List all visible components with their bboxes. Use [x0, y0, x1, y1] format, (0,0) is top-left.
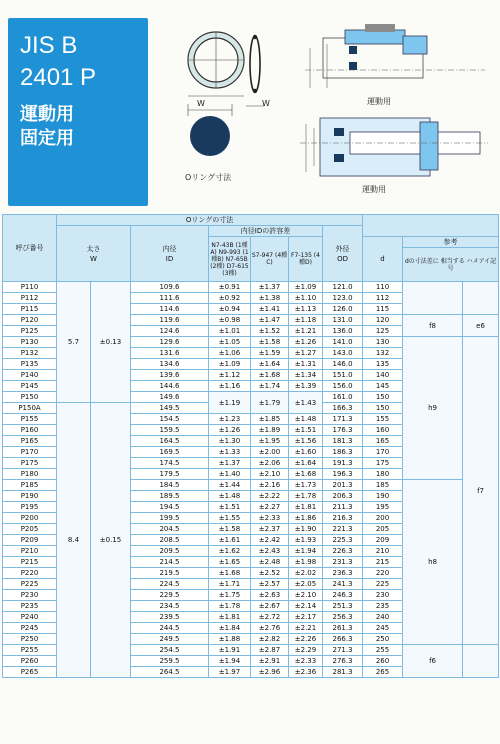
row-tol2: ±1.58 — [251, 337, 289, 348]
row-od: 276.3 — [323, 656, 363, 667]
row-tol2: ±2.63 — [251, 590, 289, 601]
row-tol2: ±2.06 — [251, 458, 289, 469]
row-tol3: ±1.26 — [289, 337, 323, 348]
row-tol1: ±1.30 — [209, 436, 251, 447]
row-tol1: ±1.01 — [209, 326, 251, 337]
row-tol3: ±1.78 — [289, 491, 323, 502]
row-code: P145 — [3, 381, 57, 392]
row-code: P185 — [3, 480, 57, 491]
groove-diagram-dynamic — [305, 18, 490, 98]
row-d: 210 — [363, 546, 403, 557]
row-code: P195 — [3, 502, 57, 513]
header-thickness-w: W — [90, 254, 97, 263]
row-code: P150A — [3, 403, 57, 414]
row-tol1: ±1.26 — [209, 425, 251, 436]
row-id: 149.5 — [131, 403, 209, 414]
title-line-3: 運動用 — [20, 104, 74, 125]
row-id: 224.5 — [131, 579, 209, 590]
row-d: 250 — [363, 634, 403, 645]
row-id: 174.5 — [131, 458, 209, 469]
row-tol2: ±2.48 — [251, 557, 289, 568]
row-tol2: ±1.38 — [251, 293, 289, 304]
title-line-4: 固定用 — [20, 128, 74, 149]
row-id: 249.5 — [131, 634, 209, 645]
row-id: 199.5 — [131, 513, 209, 524]
row-d: 220 — [363, 568, 403, 579]
row-od: 211.3 — [323, 502, 363, 513]
row-code: P205 — [3, 524, 57, 535]
row-tol2: ±1.41 — [251, 304, 289, 315]
header-thickness — [57, 226, 131, 282]
row-code: P170 — [3, 447, 57, 458]
row-id: 264.5 — [131, 667, 209, 678]
row-code: P215 — [3, 557, 57, 568]
row-tol1: ±1.33 — [209, 447, 251, 458]
row-code: P180 — [3, 469, 57, 480]
row-id: 179.5 — [131, 469, 209, 480]
row-code: P120 — [3, 315, 57, 326]
row-id: 194.5 — [131, 502, 209, 513]
row-tol2: ±1.79 — [251, 392, 289, 414]
header-tolerance: 内径IDの許容差 — [209, 226, 323, 237]
row-code: P132 — [3, 348, 57, 359]
row-id: 219.5 — [131, 568, 209, 579]
row-id: 259.5 — [131, 656, 209, 667]
header-od-sub: OD — [337, 254, 348, 263]
row-d: 140 — [363, 370, 403, 381]
row-id: 131.6 — [131, 348, 209, 359]
row-tol1: ±1.06 — [209, 348, 251, 359]
row-code: P255 — [3, 645, 57, 656]
row-id: 254.5 — [131, 645, 209, 656]
row-tol1: ±1.44 — [209, 480, 251, 491]
row-d: 255 — [363, 645, 403, 656]
row-tol2: ±2.67 — [251, 601, 289, 612]
row-tol3: ±1.48 — [289, 414, 323, 425]
row-tol1: ±0.91 — [209, 282, 251, 293]
header-tol-col2: S7-947 (4種C) — [251, 237, 289, 282]
header-fit: dの寸法差に 相当する ハメアイ記号 — [403, 248, 499, 282]
row-tol1: ±0.94 — [209, 304, 251, 315]
row-id: 208.5 — [131, 535, 209, 546]
row-code: P209 — [3, 535, 57, 546]
title-line-2: 2401 P — [20, 64, 97, 91]
row-od: 281.3 — [323, 667, 363, 678]
row-tol3: ±2.21 — [289, 623, 323, 634]
row-d: 180 — [363, 469, 403, 480]
row-tol2: ±2.72 — [251, 612, 289, 623]
header-thickness-label: 太さ — [86, 244, 101, 253]
row-tol2: ±2.96 — [251, 667, 289, 678]
row-tol3: ±1.81 — [289, 502, 323, 513]
row-tol3: ±2.26 — [289, 634, 323, 645]
row-tol3: ±1.93 — [289, 535, 323, 546]
row-tol1: ±0.92 — [209, 293, 251, 304]
row-tol1: ±1.51 — [209, 502, 251, 513]
row-d: 165 — [363, 436, 403, 447]
row-tol3: ±1.64 — [289, 458, 323, 469]
row-d: 130 — [363, 337, 403, 348]
header-reference: 参考 — [403, 237, 499, 248]
row-id: 244.5 — [131, 623, 209, 634]
row-d: 170 — [363, 447, 403, 458]
row-tol2: ±1.47 — [251, 315, 289, 326]
row-tol3: ±1.09 — [289, 282, 323, 293]
row-tol2: ±1.89 — [251, 425, 289, 436]
row-d: 145 — [363, 381, 403, 392]
row-tol3: ±1.60 — [289, 447, 323, 458]
row-tol1: ±1.48 — [209, 491, 251, 502]
row-code: P110 — [3, 282, 57, 293]
row-tol3: ±1.56 — [289, 436, 323, 447]
fit-e6: e6 — [463, 315, 499, 337]
row-tol3: ±1.94 — [289, 546, 323, 557]
row-id: 209.5 — [131, 546, 209, 557]
row-d: 209 — [363, 535, 403, 546]
row-tol3: ±2.05 — [289, 579, 323, 590]
row-tol2: ±1.95 — [251, 436, 289, 447]
row-tol2: ±2.43 — [251, 546, 289, 557]
row-tol1: ±1.97 — [209, 667, 251, 678]
row-code: P240 — [3, 612, 57, 623]
row-tol2: ±2.76 — [251, 623, 289, 634]
row-d: 185 — [363, 480, 403, 491]
header-tol-col1: N7-43B (1種A) N9-993 (1種B) N7-65B (2種) D7-615 (3種) — [209, 237, 251, 282]
row-tol1: ±1.61 — [209, 535, 251, 546]
row-code: P140 — [3, 370, 57, 381]
row-id: 169.5 — [131, 447, 209, 458]
row-tol2: ±2.10 — [251, 469, 289, 480]
row-od: 136.0 — [323, 326, 363, 337]
row-tol1: ±1.19 — [209, 392, 251, 414]
oring-side-view — [246, 35, 264, 106]
row-id: 214.5 — [131, 557, 209, 568]
row-d: 235 — [363, 601, 403, 612]
row-od: 201.3 — [323, 480, 363, 491]
row-tol1: ±1.16 — [209, 381, 251, 392]
row-id: 229.5 — [131, 590, 209, 601]
row-code: P260 — [3, 656, 57, 667]
row-id: 204.5 — [131, 524, 209, 535]
row-d: 110 — [363, 282, 403, 293]
row-d: 245 — [363, 623, 403, 634]
header-id-sub: ID — [165, 254, 174, 263]
row-od: 171.3 — [323, 414, 363, 425]
row-tol2: ±1.37 — [251, 282, 289, 293]
row-tol3: ±1.90 — [289, 524, 323, 535]
row-id: 159.5 — [131, 425, 209, 436]
row-tol1: ±1.88 — [209, 634, 251, 645]
row-od: 186.3 — [323, 447, 363, 458]
row-od: 241.3 — [323, 579, 363, 590]
row-tol1: ±1.91 — [209, 645, 251, 656]
groove-diagram-static — [300, 114, 490, 180]
row-code: P190 — [3, 491, 57, 502]
row-code: P125 — [3, 326, 57, 337]
thickness-w-8-4: 8.4 — [57, 403, 91, 678]
row-od: 256.3 — [323, 612, 363, 623]
row-tol3: ±1.68 — [289, 469, 323, 480]
row-tol1: ±1.12 — [209, 370, 251, 381]
row-d: 175 — [363, 458, 403, 469]
row-id: 124.6 — [131, 326, 209, 337]
row-id: 114.6 — [131, 304, 209, 315]
fit-f6: f6 — [403, 645, 463, 678]
thickness-w-5-7: 5.7 — [57, 282, 91, 403]
row-code: P225 — [3, 579, 57, 590]
row-tol2: ±2.91 — [251, 656, 289, 667]
row-od: 176.3 — [323, 425, 363, 436]
row-tol1: ±1.65 — [209, 557, 251, 568]
row-tol2: ±2.87 — [251, 645, 289, 656]
row-tol2: ±1.52 — [251, 326, 289, 337]
row-tol1: ±1.75 — [209, 590, 251, 601]
row-od: 266.3 — [323, 634, 363, 645]
row-d: 225 — [363, 579, 403, 590]
row-d: 112 — [363, 293, 403, 304]
row-d: 155 — [363, 414, 403, 425]
oring-cross-section — [188, 104, 232, 156]
row-tol1: ±1.58 — [209, 524, 251, 535]
thickness-tol-0-13: ±0.13 — [91, 282, 131, 403]
row-tol1: ±1.68 — [209, 568, 251, 579]
row-od: 246.3 — [323, 590, 363, 601]
row-code: P115 — [3, 304, 57, 315]
row-tol3: ±1.13 — [289, 304, 323, 315]
row-tol3: ±2.02 — [289, 568, 323, 579]
row-id: 111.6 — [131, 293, 209, 304]
row-code: P112 — [3, 293, 57, 304]
row-d: 200 — [363, 513, 403, 524]
row-od: 206.3 — [323, 491, 363, 502]
header-code: 呼び番号 — [3, 215, 57, 282]
groove-caption-2: 運動用 — [362, 185, 386, 194]
fit-blank-3 — [463, 645, 499, 678]
row-tol1: ±1.94 — [209, 656, 251, 667]
oring-caption: Oリング寸法 — [185, 173, 232, 182]
header-d: d — [363, 237, 403, 282]
row-code: P175 — [3, 458, 57, 469]
row-tol3: ±1.21 — [289, 326, 323, 337]
header-od-label: 外径 — [335, 244, 350, 253]
row-tol1: ±1.71 — [209, 579, 251, 590]
row-tol3: ±2.29 — [289, 645, 323, 656]
row-tol3: ±1.98 — [289, 557, 323, 568]
row-tol1: ±1.05 — [209, 337, 251, 348]
row-tol2: ±1.59 — [251, 348, 289, 359]
row-tol2: ±2.57 — [251, 579, 289, 590]
row-id: 144.6 — [131, 381, 209, 392]
row-code: P220 — [3, 568, 57, 579]
row-od: 221.3 — [323, 524, 363, 535]
row-code: P250 — [3, 634, 57, 645]
row-od: 251.3 — [323, 601, 363, 612]
row-id: 149.6 — [131, 392, 209, 403]
row-tol1: ±1.62 — [209, 546, 251, 557]
row-code: P230 — [3, 590, 57, 601]
row-tol2: ±1.74 — [251, 381, 289, 392]
row-od: 121.0 — [323, 282, 363, 293]
row-d: 215 — [363, 557, 403, 568]
row-od: 181.3 — [323, 436, 363, 447]
row-od: 161.0 — [323, 392, 363, 403]
row-tol3: ±1.43 — [289, 392, 323, 414]
row-d: 125 — [363, 326, 403, 337]
row-od: 261.3 — [323, 623, 363, 634]
fit-f7: f7 — [463, 337, 499, 645]
fit-blank-1 — [403, 282, 463, 315]
row-tol1: ±1.37 — [209, 458, 251, 469]
row-tol2: ±2.33 — [251, 513, 289, 524]
row-id: 134.6 — [131, 359, 209, 370]
w-label-2: W — [262, 99, 270, 108]
row-tol2: ±1.85 — [251, 414, 289, 425]
row-code: P160 — [3, 425, 57, 436]
row-tol2: ±1.68 — [251, 370, 289, 381]
fit-blank-2 — [463, 282, 499, 315]
row-tol2: ±2.16 — [251, 480, 289, 491]
row-d: 132 — [363, 348, 403, 359]
row-od: 225.3 — [323, 535, 363, 546]
row-od: 271.3 — [323, 645, 363, 656]
header-od — [323, 226, 363, 282]
row-id: 139.6 — [131, 370, 209, 381]
row-id: 189.5 — [131, 491, 209, 502]
row-tol2: ±2.42 — [251, 535, 289, 546]
row-od: 236.3 — [323, 568, 363, 579]
header-blank — [363, 215, 499, 237]
row-tol3: ±2.17 — [289, 612, 323, 623]
row-tol3: ±1.31 — [289, 359, 323, 370]
row-code: P165 — [3, 436, 57, 447]
row-od: 143.0 — [323, 348, 363, 359]
row-code: P235 — [3, 601, 57, 612]
row-code: P135 — [3, 359, 57, 370]
title-box — [8, 18, 148, 206]
row-tol1: ±1.55 — [209, 513, 251, 524]
row-tol2: ±2.22 — [251, 491, 289, 502]
row-id: 109.6 — [131, 282, 209, 293]
row-code: P210 — [3, 546, 57, 557]
row-tol1: ±1.84 — [209, 623, 251, 634]
row-d: 265 — [363, 667, 403, 678]
row-od: 196.3 — [323, 469, 363, 480]
row-tol3: ±2.36 — [289, 667, 323, 678]
row-d: 115 — [363, 304, 403, 315]
fit-f8: f8 — [403, 315, 463, 337]
row-od: 151.0 — [323, 370, 363, 381]
title-line-1: JIS B — [20, 32, 78, 59]
row-id: 184.5 — [131, 480, 209, 491]
header-id — [131, 226, 209, 282]
row-d: 260 — [363, 656, 403, 667]
row-tol2: ±2.52 — [251, 568, 289, 579]
row-od: 226.3 — [323, 546, 363, 557]
thickness-tol-0-15: ±0.15 — [91, 403, 131, 678]
row-tol3: ±2.10 — [289, 590, 323, 601]
table-body — [3, 282, 499, 678]
row-od: 231.3 — [323, 557, 363, 568]
oring-dimension-table — [2, 214, 499, 678]
row-tol1: ±1.81 — [209, 612, 251, 623]
row-od: 166.3 — [323, 403, 363, 414]
row-id: 164.5 — [131, 436, 209, 447]
row-code: P265 — [3, 667, 57, 678]
row-id: 154.5 — [131, 414, 209, 425]
row-od: 146.0 — [323, 359, 363, 370]
row-id: 239.5 — [131, 612, 209, 623]
groove-caption-1: 運動用 — [367, 97, 391, 106]
row-od: 191.3 — [323, 458, 363, 469]
row-tol3: ±1.86 — [289, 513, 323, 524]
row-od: 131.0 — [323, 315, 363, 326]
row-od: 123.0 — [323, 293, 363, 304]
fit-h9: h9 — [403, 337, 463, 480]
row-od: 141.0 — [323, 337, 363, 348]
row-d: 135 — [363, 359, 403, 370]
row-d: 120 — [363, 315, 403, 326]
row-tol1: ±0.98 — [209, 315, 251, 326]
row-tol2: ±2.27 — [251, 502, 289, 513]
row-tol1: ±1.09 — [209, 359, 251, 370]
header-tol-col3: F7-135 (4種D) — [289, 237, 323, 282]
row-id: 119.6 — [131, 315, 209, 326]
row-tol2: ±2.37 — [251, 524, 289, 535]
row-tol3: ±2.14 — [289, 601, 323, 612]
fit-h8: h8 — [403, 480, 463, 645]
row-tol3: ±1.39 — [289, 381, 323, 392]
row-d: 150 — [363, 392, 403, 403]
row-code: P150 — [3, 392, 57, 403]
oring-top-view — [188, 32, 244, 96]
row-d: 195 — [363, 502, 403, 513]
row-d: 150 — [363, 403, 403, 414]
header-oring-size: Oリングの寸法 — [57, 215, 363, 226]
row-tol2: ±1.64 — [251, 359, 289, 370]
row-tol1: ±1.40 — [209, 469, 251, 480]
row-tol3: ±1.27 — [289, 348, 323, 359]
row-tol1: ±1.78 — [209, 601, 251, 612]
row-tol3: ±1.73 — [289, 480, 323, 491]
row-d: 160 — [363, 425, 403, 436]
w-label-1: W — [197, 99, 205, 108]
row-tol2: ±2.82 — [251, 634, 289, 645]
row-od: 156.0 — [323, 381, 363, 392]
row-d: 190 — [363, 491, 403, 502]
row-od: 126.0 — [323, 304, 363, 315]
row-code: P155 — [3, 414, 57, 425]
row-d: 230 — [363, 590, 403, 601]
row-tol3: ±1.10 — [289, 293, 323, 304]
row-id: 234.5 — [131, 601, 209, 612]
row-tol2: ±2.00 — [251, 447, 289, 458]
row-tol1: ±1.23 — [209, 414, 251, 425]
row-d: 240 — [363, 612, 403, 623]
row-tol3: ±1.51 — [289, 425, 323, 436]
row-d: 205 — [363, 524, 403, 535]
row-code: P130 — [3, 337, 57, 348]
row-tol3: ±1.34 — [289, 370, 323, 381]
row-od: 216.3 — [323, 513, 363, 524]
table-row — [3, 282, 499, 293]
row-code: P245 — [3, 623, 57, 634]
row-tol3: ±1.18 — [289, 315, 323, 326]
row-id: 129.6 — [131, 337, 209, 348]
row-tol3: ±2.33 — [289, 656, 323, 667]
header-id-label: 内径 — [162, 244, 177, 253]
row-code: P200 — [3, 513, 57, 524]
